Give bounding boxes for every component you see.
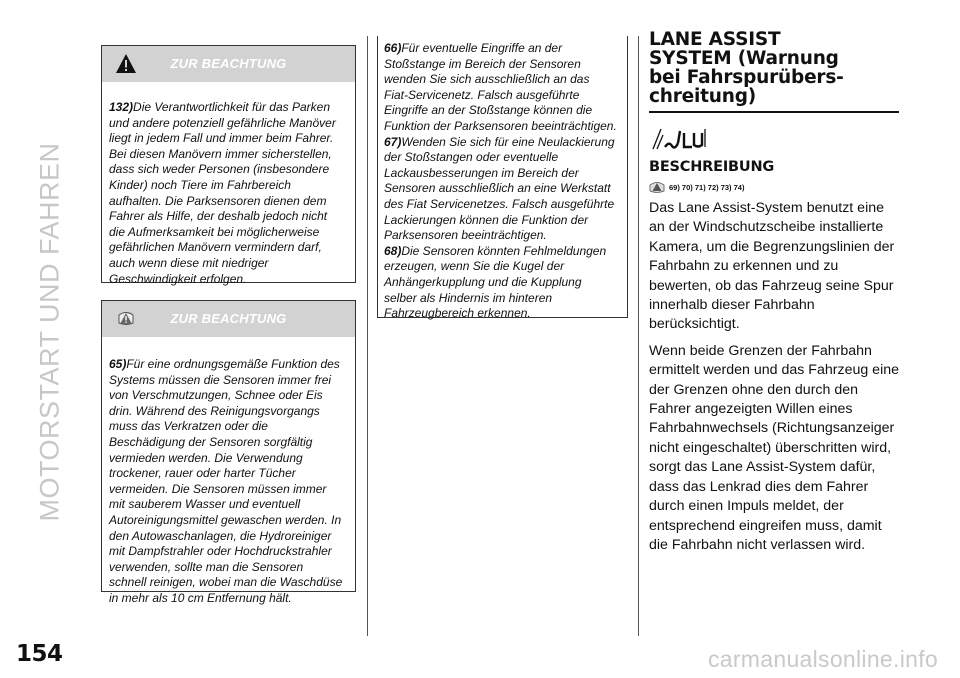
reference-notes bbox=[649, 179, 899, 195]
warning-text bbox=[109, 357, 350, 607]
section-lane-assist bbox=[649, 30, 899, 555]
warning-body-text: Für eine ordnungsgemäße Funktion des Systems müssen die Sensoren immer frei von Verschmutzungen, Schnee oder Eis drin. Während des Reinigungsvorgangs muss das Verkratzen oder die Beschädigung der Sensoren sorgfältig vermieden werden. Die Verwendung trockener, rauer oder harter Tücher vermeiden. Die Sensoren müssen immer mit sauberem Wasser und eventuell Autoreinigungsmittel gewaschen werden. In den Autowaschanlagen, die Hydroreiniger mit Dampfstrahler oder Hochdruckstrahler verwenden, sollte man die Sensoren schnell reinigen, wobei man die Waschdüse in mehr als 10 cm Entfernung hält. bbox=[109, 357, 343, 605]
warning-body-text: Wenden Sie sich für eine Neulackierung der Stoßstangen oder eventuelle Lackausbesserungen im Bereich der Sensoren ausschließlich an eine Werkstatt des Fiat Servicenetzes. Falsch ausgeführte Lackierungen können die Funktion der Parksensoren beeinträchtigen. bbox=[384, 134, 615, 243]
warning-ref: 67) bbox=[384, 134, 402, 149]
warning-box-parking bbox=[101, 45, 356, 286]
warning-header bbox=[102, 301, 355, 337]
heading-rule bbox=[649, 111, 899, 113]
warning-body-text: Die Sensoren könnten Fehlmeldungen erzeugen, wenn Sie die Kugel der Anhängerkupplung und die Kupplung selber als Hindernis im hinteren Fahrzeugbereich erkennen. bbox=[384, 243, 607, 321]
warning-ref: 66) bbox=[384, 41, 402, 55]
warning-body-text: Die Verantwortlichkeit für das Parken und andere potenziell gefährliche Manöver liegt in jedem Fall und immer beim Fahrer. Bei diesen Manövern immer sicherstellen, dass sich weder Personen (insbesondere Kinder) noch Tiere im Fahrbereich aufhalten. Die Parksensoren dienen dem Fahrer als Hilfe, der deshalb jedoch nicht die Aufmerksamkeit bei möglicherweise gefährlichen Manövern vermindern darf, auch wenn diese mit niedriger Geschwindigkeit erfolgen. bbox=[109, 100, 336, 286]
lane-assist-icon bbox=[649, 125, 707, 153]
chapter-side-title-text: MOTORSTART UND FAHREN bbox=[34, 142, 65, 522]
column-divider bbox=[367, 36, 368, 636]
section-heading: LANE ASSIST SYSTEM (Warnung bei Fahrspurübers- chreitung) bbox=[649, 29, 844, 107]
warning-text bbox=[109, 100, 350, 287]
warning-text bbox=[384, 41, 624, 322]
warning-box-sensors bbox=[101, 300, 356, 605]
section-subheading: BESCHREIBUNG bbox=[649, 159, 775, 175]
column-divider bbox=[638, 36, 639, 636]
feature-icon-row bbox=[649, 125, 899, 155]
warning-body-text: Für eventuelle Eingriffe an der Stoßstange im Bereich der Sensoren wenden Sie sich ausschließlich an das Fiat-Servicenetz. Falsch ausgeführte Eingriffe an der Stoßstange können die Funktion der Parksensoren beeinträchtigen. bbox=[384, 41, 617, 133]
page-number: 154 bbox=[16, 641, 63, 667]
reference-numbers: 69) 70) 71) 72) 73) 74) bbox=[669, 182, 745, 192]
warning-header bbox=[102, 46, 355, 82]
warning-ref: 68) bbox=[384, 243, 402, 258]
warning-title: ZUR BEACHTUNG bbox=[170, 56, 287, 71]
warning-ref: 65) bbox=[109, 357, 127, 371]
body-paragraph: Wenn beide Grenzen der Fahrbahn ermittelt werden und das Fahrzeug eine der Grenzen ohne den durch den Fahrer angezeigten Willen eines Fahrbahnwechsels (Richtungsanzeiger nicht eingeschaltet) überschritten wird, sorgt das Lane Assist-System dafür, dass das Lenkrad dies dem Fahrer durch einen Impuls meldet, der entsprechend eingreifen muss, damit die Fahrbahn nicht verlassen wird. bbox=[649, 342, 899, 553]
warning-box-continued bbox=[377, 36, 628, 321]
car-caution-icon bbox=[649, 180, 665, 194]
body-paragraph: Das Lane Assist-System benutzt eine an der Windschutzscheibe installierte Kamera, um die Begrenzungslinien der Fahrbahn zu erkennen und zu bewerten, ob das Fahrzeug seine Spur innerhalb dieser Fahrbahn berücksichtigt. bbox=[649, 200, 895, 333]
warning-title: ZUR BEACHTUNG bbox=[170, 311, 287, 326]
watermark: carmanualsonline.info bbox=[707, 646, 938, 672]
warning-ref: 132) bbox=[109, 100, 134, 114]
